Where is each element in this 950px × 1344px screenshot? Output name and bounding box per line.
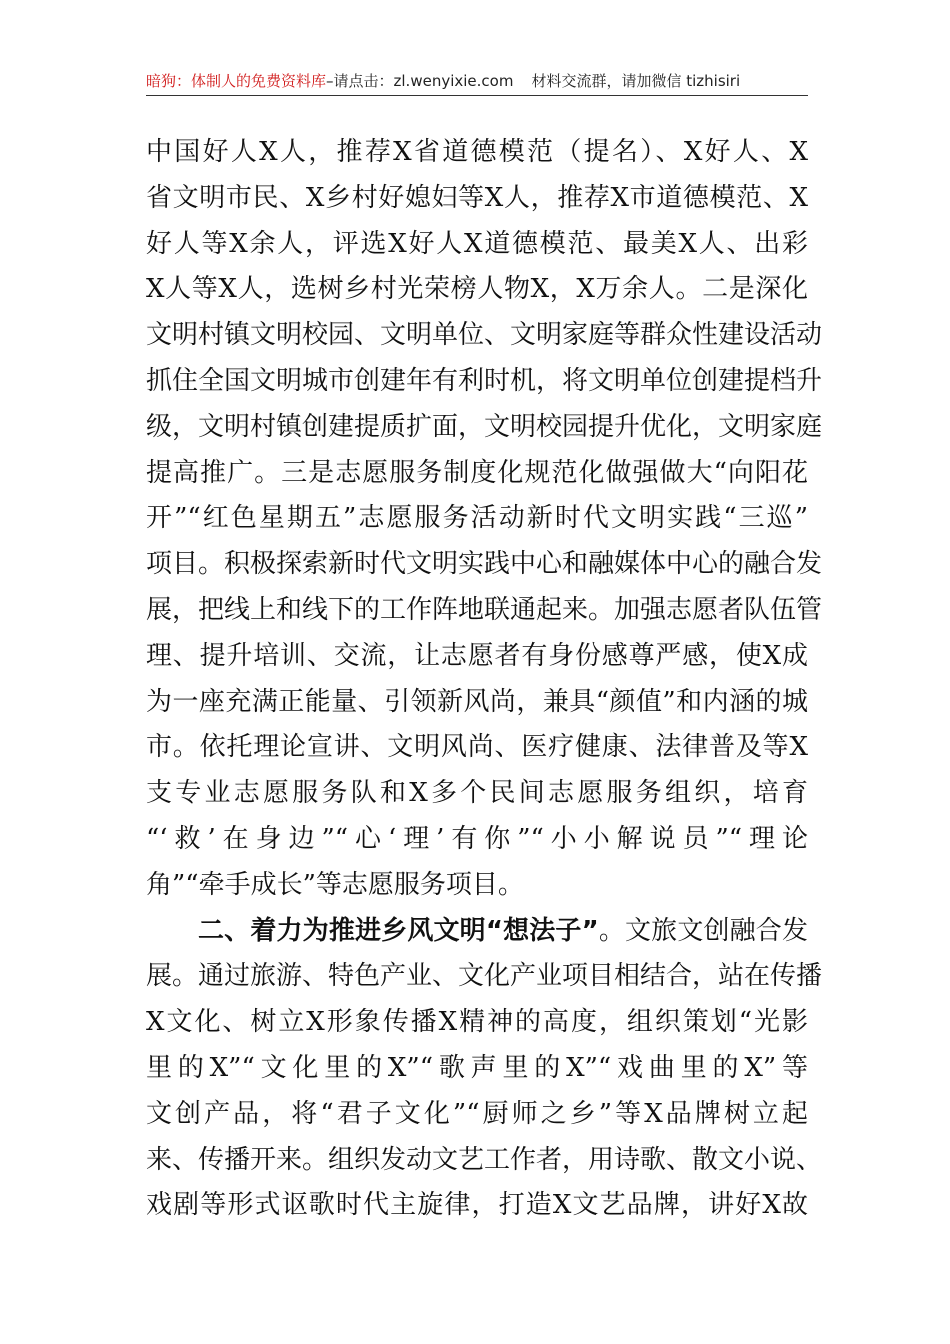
text-line: 来、传播开来。组织发动文艺工作者，用诗歌、散文小说、 — [146, 1144, 823, 1175]
header-brand: 暗狗：体制人的免费资料库 — [146, 72, 327, 90]
text-line: 开”“红色星期五”志愿服务活动新时代文明实践“三巡” — [146, 503, 808, 534]
text-line: 展。通过旅游、特色产业、文化产业项目相结合，站在传播 — [146, 961, 823, 992]
header-divider — [146, 95, 808, 96]
text-line: 文明村镇文明校园、文明单位、文明家庭等群众性建设活动 — [146, 320, 823, 351]
text-line: 提高推广。三是志愿服务制度化规范化做强做大“向阳花 — [146, 457, 808, 488]
text-line: X人等X人，选树乡村光荣榜人物X，X万余人。二是深化 — [146, 274, 808, 305]
text-line: 抓住全国文明城市创建年有利时机，将文明单位创建提档升 — [146, 365, 823, 396]
text-line: 好人等X余人，评选X好人X道德模范、最美X人、出彩 — [146, 228, 808, 259]
section-heading: 二、着力为推进乡风文明“想法子” — [198, 915, 599, 946]
header-wechat: 材料交流群，请加微信 tizhisiri — [531, 72, 741, 90]
text-line: 角”“牵手成长”等志愿服务项目。 — [146, 869, 524, 900]
section-heading-line — [146, 909, 808, 955]
page-header — [146, 68, 808, 94]
text-line: 市。依托理论宣讲、文明风尚、医疗健康、法律普及等X — [146, 732, 808, 763]
text-line: 支专业志愿服务队和X多个民间志愿服务组织，培育 — [146, 778, 808, 809]
text-line: 中国好人X人，推荐X省道德模范（提名）、X好人、X — [146, 137, 808, 167]
header-link[interactable]: –请点击：zl.wenyixie.com — [326, 72, 514, 90]
heading-continuation: 。文旅文创融合发 — [598, 915, 808, 946]
document-body — [146, 130, 823, 1229]
text-line: “‘救’在身边”“心‘理’有你”“小小解说员”“理论 — [146, 823, 808, 854]
text-line: 文创产品，将“君子文化”“厨师之乡”等X品牌树立起 — [146, 1098, 808, 1129]
text-line: 戏剧等形式讴歌时代主旋律，打造X文艺品牌，讲好X故 — [146, 1190, 808, 1221]
text-line: 理、提升培训、交流，让志愿者有身份感尊严感，使X成 — [146, 640, 808, 671]
text-line: 级，文明村镇创建提质扩面，文明校园提升优化，文明家庭 — [146, 411, 823, 442]
text-line: 项目。积极探索新时代文明实践中心和融媒体中心的融合发 — [146, 549, 823, 580]
text-line: 里的X”“文化里的X”“歌声里的X”“戏曲里的X”等 — [146, 1052, 808, 1083]
text-line: 省文明市民、X乡村好媳妇等X人，推荐X市道德模范、X — [146, 182, 808, 213]
text-line: 展，把线上和线下的工作阵地联通起来。加强志愿者队伍管 — [146, 594, 823, 625]
text-line: X文化、树立X形象传播X精神的高度，组织策划“光影 — [146, 1007, 808, 1038]
text-line: 为一座充满正能量、引领新风尚，兼具“颜值”和内涵的城 — [146, 686, 808, 717]
